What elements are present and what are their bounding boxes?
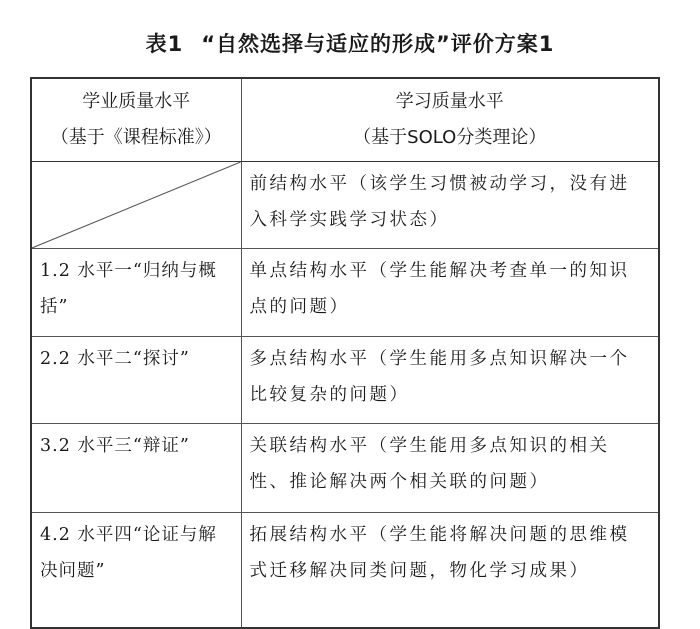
table-row: [31, 249, 659, 337]
table-row: [31, 513, 659, 629]
academic-level-cell: 4.2 水平四“论证与解决问题”: [31, 513, 241, 629]
header-learning-quality-title: 学习质量水平: [395, 91, 504, 112]
diagonal-line: [32, 162, 241, 248]
table-row: [31, 424, 659, 513]
table-caption: [0, 30, 700, 58]
evaluation-table: [30, 77, 660, 629]
empty-diagonal-cell: [31, 162, 241, 249]
header-academic-quality-basis: （基于《课程标准》）: [50, 127, 222, 148]
solo-level-cell: 拓展结构水平（学生能将解决问题的思维模式迁移解决同类问题，物化学习成果）: [241, 513, 659, 629]
header-learning-quality: [241, 78, 659, 162]
solo-level-cell: 关联结构水平（学生能用多点知识的相关性、推论解决两个相关联的问题）: [241, 424, 659, 513]
header-learning-quality-basis: （基于SOLO分类理论）: [353, 127, 547, 148]
table-row: [31, 337, 659, 424]
table-number: 表1: [145, 32, 184, 56]
table-row: [31, 162, 659, 249]
header-academic-quality: [31, 78, 241, 162]
table-title: “自然选择与适应的形成”评价方案1: [201, 32, 555, 56]
header-row: [31, 78, 659, 162]
header-academic-quality-title: 学业质量水平: [82, 91, 191, 112]
academic-level-cell: 3.2 水平三“辩证”: [31, 424, 241, 513]
academic-level-cell: 1.2 水平一“归纳与概括”: [31, 249, 241, 337]
solo-level-cell: 单点结构水平（学生能解决考查单一的知识点的问题）: [241, 249, 659, 337]
solo-level-cell: 前结构水平（该学生习惯被动学习，没有进入科学实践学习状态）: [241, 162, 659, 249]
academic-level-cell: 2.2 水平二“探讨”: [31, 337, 241, 424]
solo-level-cell: 多点结构水平（学生能用多点知识解决一个比较复杂的问题）: [241, 337, 659, 424]
